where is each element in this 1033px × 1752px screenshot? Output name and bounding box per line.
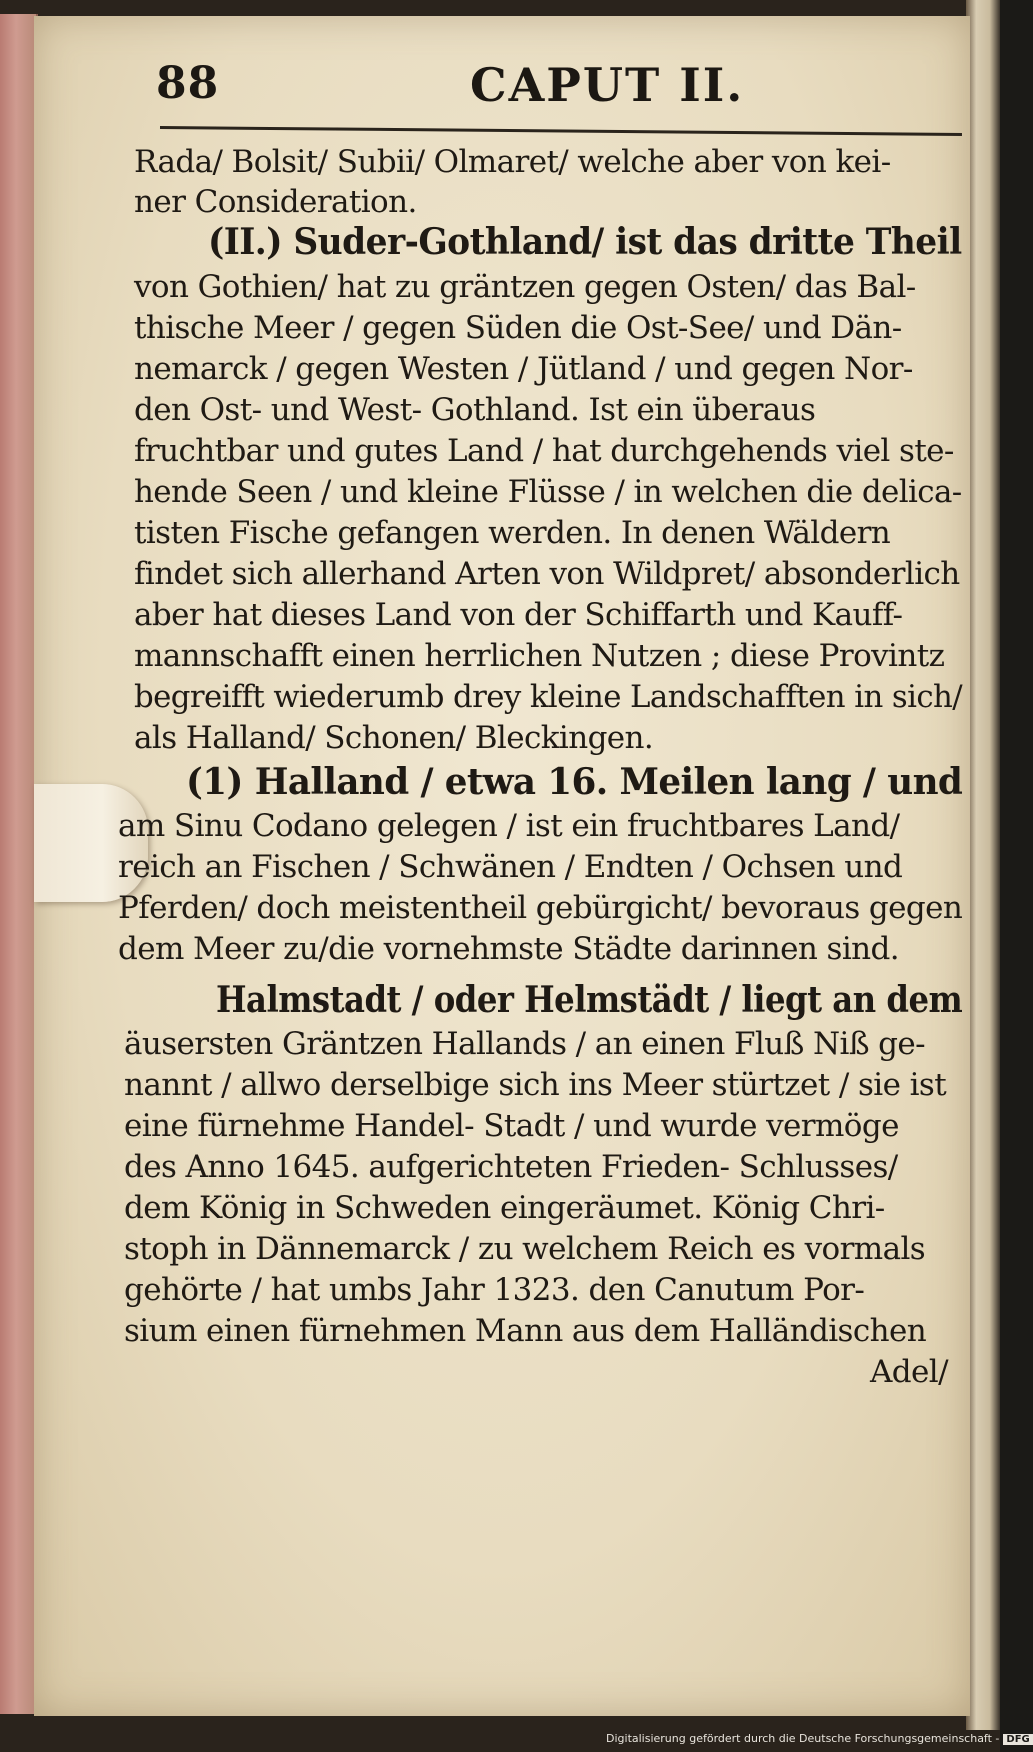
text-line: tisten Fische gefangen werden. In denen Wäldern [134,515,891,551]
text-line: dem Meer zu/die vornehmste Städte darinnen sind. [118,931,899,967]
text-line: als Halland/ Schonen/ Bleckingen. [134,720,654,756]
section-heading-line: (1) Halland / etwa 16. Meilen lang / und [186,761,963,803]
section-heading-line: Halmstadt / oder Helmstädt / liegt an dem [216,979,963,1021]
text-line: thische Meer / gegen Süden die Ost-See/ und Dän- [134,310,902,346]
section-heading-line: (II.) Suder-Gothland/ ist das dritte Theil [208,221,962,263]
text-line: sium einen fürnehmen Mann aus dem Halländischen [124,1313,927,1349]
text-line: begreifft wiederumb drey kleine Landschafften in sich/ [134,679,963,715]
text-line: ner Consideration. [134,184,417,220]
dfg-logo: DFG [1003,1734,1032,1745]
text-line: mannschafft einen herrlichen Nutzen ; diese Provintz [134,638,945,674]
credit-text: Digitalisierung gefördert durch die Deutsche Forschungsgemeinschaft - [606,1732,1000,1745]
text-line: äusersten Gräntzen Hallands / an einen Fluß Niß ge- [124,1026,926,1062]
text-line: von Gothien/ hat zu gräntzen gegen Osten/ das Bal- [134,269,916,305]
page-header [156,58,956,118]
text-line: Pferden/ doch meistentheil gebürgicht/ bevoraus gegen [118,890,963,926]
book-edge [0,14,38,1714]
text-line: aber hat dieses Land von der Schiffarth und Kauff- [134,597,903,633]
text-line: des Anno 1645. aufgerichteten Frieden- Schlusses/ [124,1149,898,1185]
catchword: Adel/ [870,1354,948,1390]
running-head: CAPUT II. [470,58,745,112]
text-line: nannt / allwo derselbige sich ins Meer stürtzet / sie ist [124,1067,947,1103]
text-line: nemarck / gegen Westen / Jütland / und gegen Nor- [134,351,913,387]
page-number: 88 [156,58,220,109]
text-line: reich an Fischen / Schwänen / Endten / Ochsen und [118,849,903,885]
text-line: den Ost- und West- Gothland. Ist ein überaus [134,392,816,428]
digitization-credit [606,1732,1033,1745]
next-page-edge [966,0,1000,1730]
text-line: dem König in Schweden eingeräumet. König Chri- [124,1190,885,1226]
text-line: findet sich allerhand Arten von Wildpret/ absonderlich [134,556,960,592]
text-line: hende Seen / und kleine Flüsse / in welchen die delica- [134,474,962,510]
text-line: Rada/ Bolsit/ Subii/ Olmaret/ welche aber von kei- [134,144,891,180]
text-line: fruchtbar und gutes Land / hat durchgehends viel ste- [134,433,954,469]
text-line: eine fürnehme Handel- Stadt / und wurde vermöge [124,1108,899,1144]
text-line: am Sinu Codano gelegen / ist ein fruchtbares Land/ [118,808,900,844]
text-line: gehörte / hat umbs Jahr 1323. den Canutum Por- [124,1272,865,1308]
text-line: stoph in Dännemarck / zu welchem Reich es vormals [124,1231,926,1267]
